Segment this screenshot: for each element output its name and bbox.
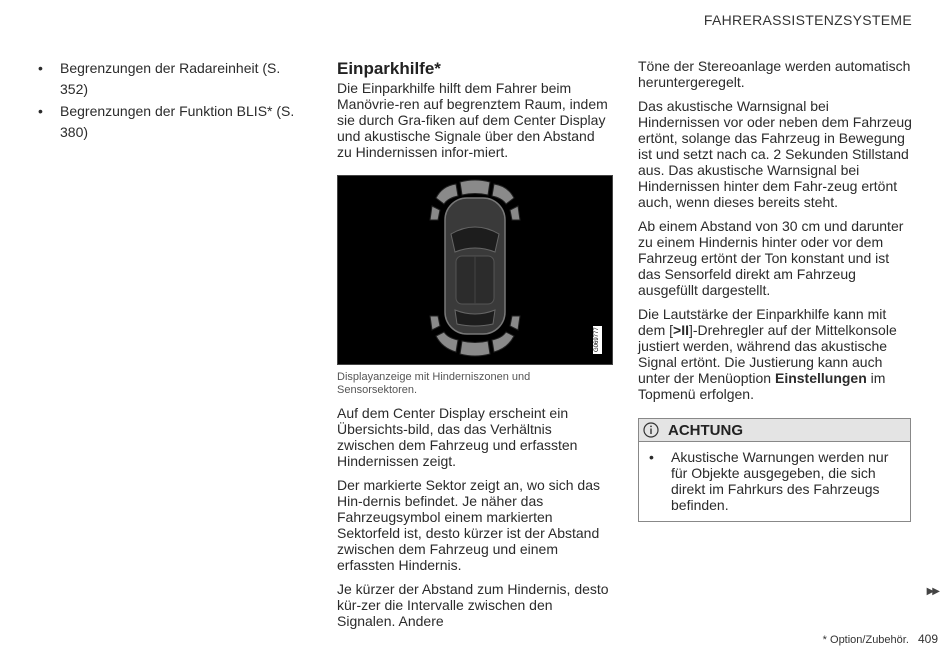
- figure-code: G069777: [594, 327, 600, 353]
- text-span: Die Lautstärke der Einparkhilfe kann mit dem [: [638, 306, 887, 338]
- option-footnote: * Option/Zubehör.: [822, 634, 909, 646]
- next-page-arrows-icon: ▶▶: [926, 586, 938, 597]
- paragraph: Töne der Stereoanlage werden automatisch heruntergeregelt.: [638, 58, 911, 90]
- paragraph: Das akustische Warnsignal bei Hindernissen vor oder neben dem Fahrzeug ertönt, solange das Fahrzeug in Bewegung ist und setzt nach ca. 2 Sekunden Stillstand aus. Das akustische Warnsignal bei Hindernissen hinter dem Fahr-zeug ertönt auch, wenn dieses bereits steht.: [638, 98, 912, 210]
- warning-box: [638, 418, 911, 522]
- text-span: im Topmenü erfolgen.: [638, 370, 886, 402]
- paragraph: Der markierte Sektor zeigt an, wo sich das Hin-dernis befindet. Je näher das Fahrzeugsymbol einem markierten Sektorfeld ist, desto kürzer ist der Abstand zwischen dem Fahrzeug und einem erfassten Hindernis.: [337, 477, 600, 573]
- figure-caption: Displayanzeige mit Hinderniszonen und Sensorsektoren.: [337, 371, 531, 396]
- warning-header: [639, 419, 910, 442]
- warning-item: • Akustische Warnungen werden nur für Objekte ausgegeben, die sich direkt im Fahrkurs des Fahrzeugs befinden.: [649, 449, 900, 513]
- paragraph: Je kürzer der Abstand zum Hindernis, desto kür-zer die Intervalle zwischen den Signalen. Andere: [337, 581, 609, 629]
- park-assist-illustration: [337, 175, 613, 365]
- dial-symbol: >II: [673, 322, 689, 338]
- warning-title: ACHTUNG: [668, 421, 743, 439]
- page-footer: [823, 632, 938, 646]
- paragraph: Ab einem Abstand von 30 cm und darunter zu einem Hindernis hinter oder vor dem Fahrzeug ertönt der Ton konstant und ist das Sensorfeld direkt am Fahrzeug ausgefüllt dargestellt.: [638, 218, 904, 298]
- text-span: ]-Drehregler auf der Mittelkonsole justiert werden, während das akustische Signal ertönt. Die Justierung kann auch unter der Menüoption: [638, 322, 897, 386]
- car-sensor-graphic: [338, 176, 612, 364]
- info-circle-icon: [643, 422, 659, 438]
- intro-paragraph: Die Einparkhilfe hilft dem Fahrer beim Manövrie-ren auf begrenztem Raum, indem sie durch Gra-fiken auf dem Center Display und akustische Signale über den Abstand zu Hindernissen infor-miert.: [337, 80, 608, 160]
- left-column: [38, 58, 308, 144]
- paragraph: Auf dem Center Display erscheint ein Übersichts-bild, das das Verhältnis zwischen dem Fahrzeug und erfassten Hindernissen zeigt.: [337, 405, 578, 469]
- right-column: [638, 58, 913, 522]
- list-item: • Begrenzungen der Radareinheit (S. 352): [38, 58, 308, 100]
- reference-list: [38, 58, 308, 143]
- middle-column: [337, 58, 613, 637]
- menu-option-label: Einstellungen: [774, 370, 867, 386]
- volume-paragraph: [638, 306, 913, 402]
- page-number: 409: [917, 632, 938, 646]
- section-heading: Einparkhilfe*: [337, 59, 441, 78]
- section-header: FAHRERASSISTENZSYSTEME: [703, 12, 912, 28]
- list-item: • Begrenzungen der Funktion BLIS* (S. 380): [38, 101, 308, 143]
- warning-body: [639, 442, 910, 521]
